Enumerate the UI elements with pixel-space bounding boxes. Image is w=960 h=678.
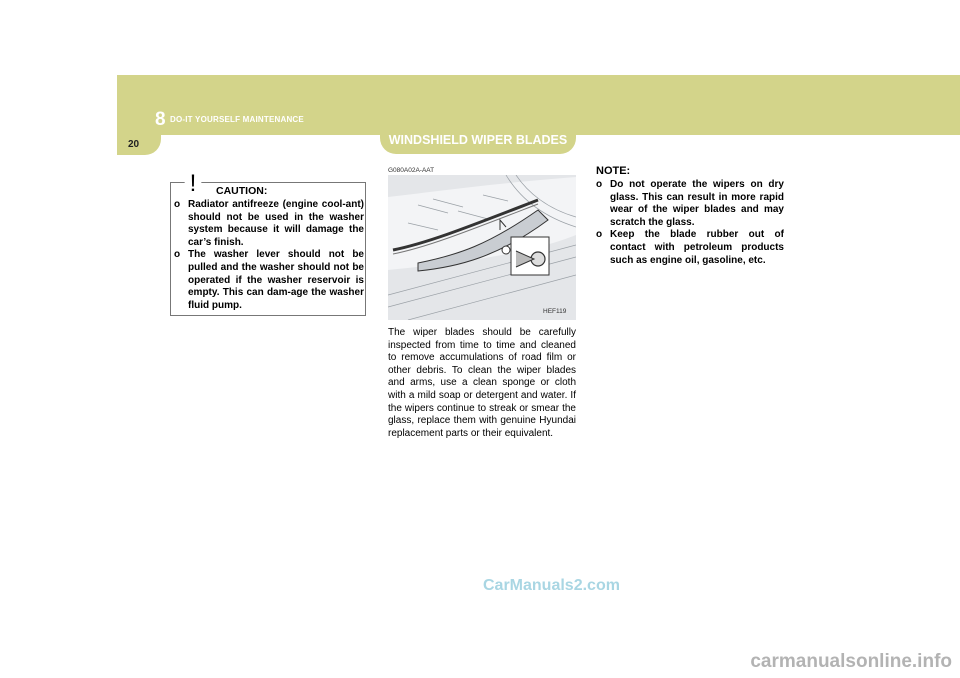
chapter-number: 8 xyxy=(155,109,166,130)
svg-text:!: ! xyxy=(189,170,197,194)
page-number: 20 xyxy=(128,139,140,150)
note-list xyxy=(596,179,784,267)
section-title: WINDSHIELD WIPER BLADES xyxy=(388,133,568,147)
warning-icon xyxy=(178,166,208,194)
chapter-title: DO-IT YOURSELF MAINTENANCE xyxy=(170,115,304,124)
caution-item xyxy=(174,249,364,312)
caution-item xyxy=(174,199,364,249)
note-item-text: Keep the blade rubber out of contact with petroleum products such as engine oil, gasoline, etc. xyxy=(610,229,784,266)
note-item xyxy=(596,179,784,229)
caution-list xyxy=(174,199,364,312)
note-item-text: Do not operate the wipers on dry glass. This can result in more rapid wear of the wiper blades and may scratch the glass. xyxy=(610,179,784,228)
bullet-mark: o xyxy=(174,249,181,261)
footer-brand: carmanualsonline.info xyxy=(750,651,952,672)
figure-label: HEF119 xyxy=(543,308,567,315)
bullet-mark: o xyxy=(596,179,603,190)
bullet-mark: o xyxy=(596,229,603,241)
bullet-mark: o xyxy=(174,199,181,210)
note-item xyxy=(596,229,784,267)
header-band xyxy=(117,75,960,135)
watermark: CarManuals2.com xyxy=(483,577,620,594)
figure-code: G080A02A-AAT xyxy=(388,167,435,174)
body-paragraph: The wiper blades should be carefully inspected from time to time and cleaned to remove accumulations of road film or other debris. To clean the wiper blades and arms, use a clean sponge or cloth with a mild soap or detergent and water. If the wipers continue to streak or smear the glass, replace them with genuine Hyundai replacement parts or their equivalent. xyxy=(388,327,576,439)
note-title: NOTE: xyxy=(596,165,631,177)
caution-item-text: Radiator antifreeze (engine cool-ant) should not be used in the washer system because it will damage the car’s finish. xyxy=(188,199,364,248)
wiper-illustration xyxy=(388,175,576,320)
caution-item-text: The washer lever should not be pulled and the washer should not be operated if the washer reservoir is empty. This can dam-age the washer fluid pump. xyxy=(188,249,364,311)
caution-title: CAUTION: xyxy=(216,185,268,197)
